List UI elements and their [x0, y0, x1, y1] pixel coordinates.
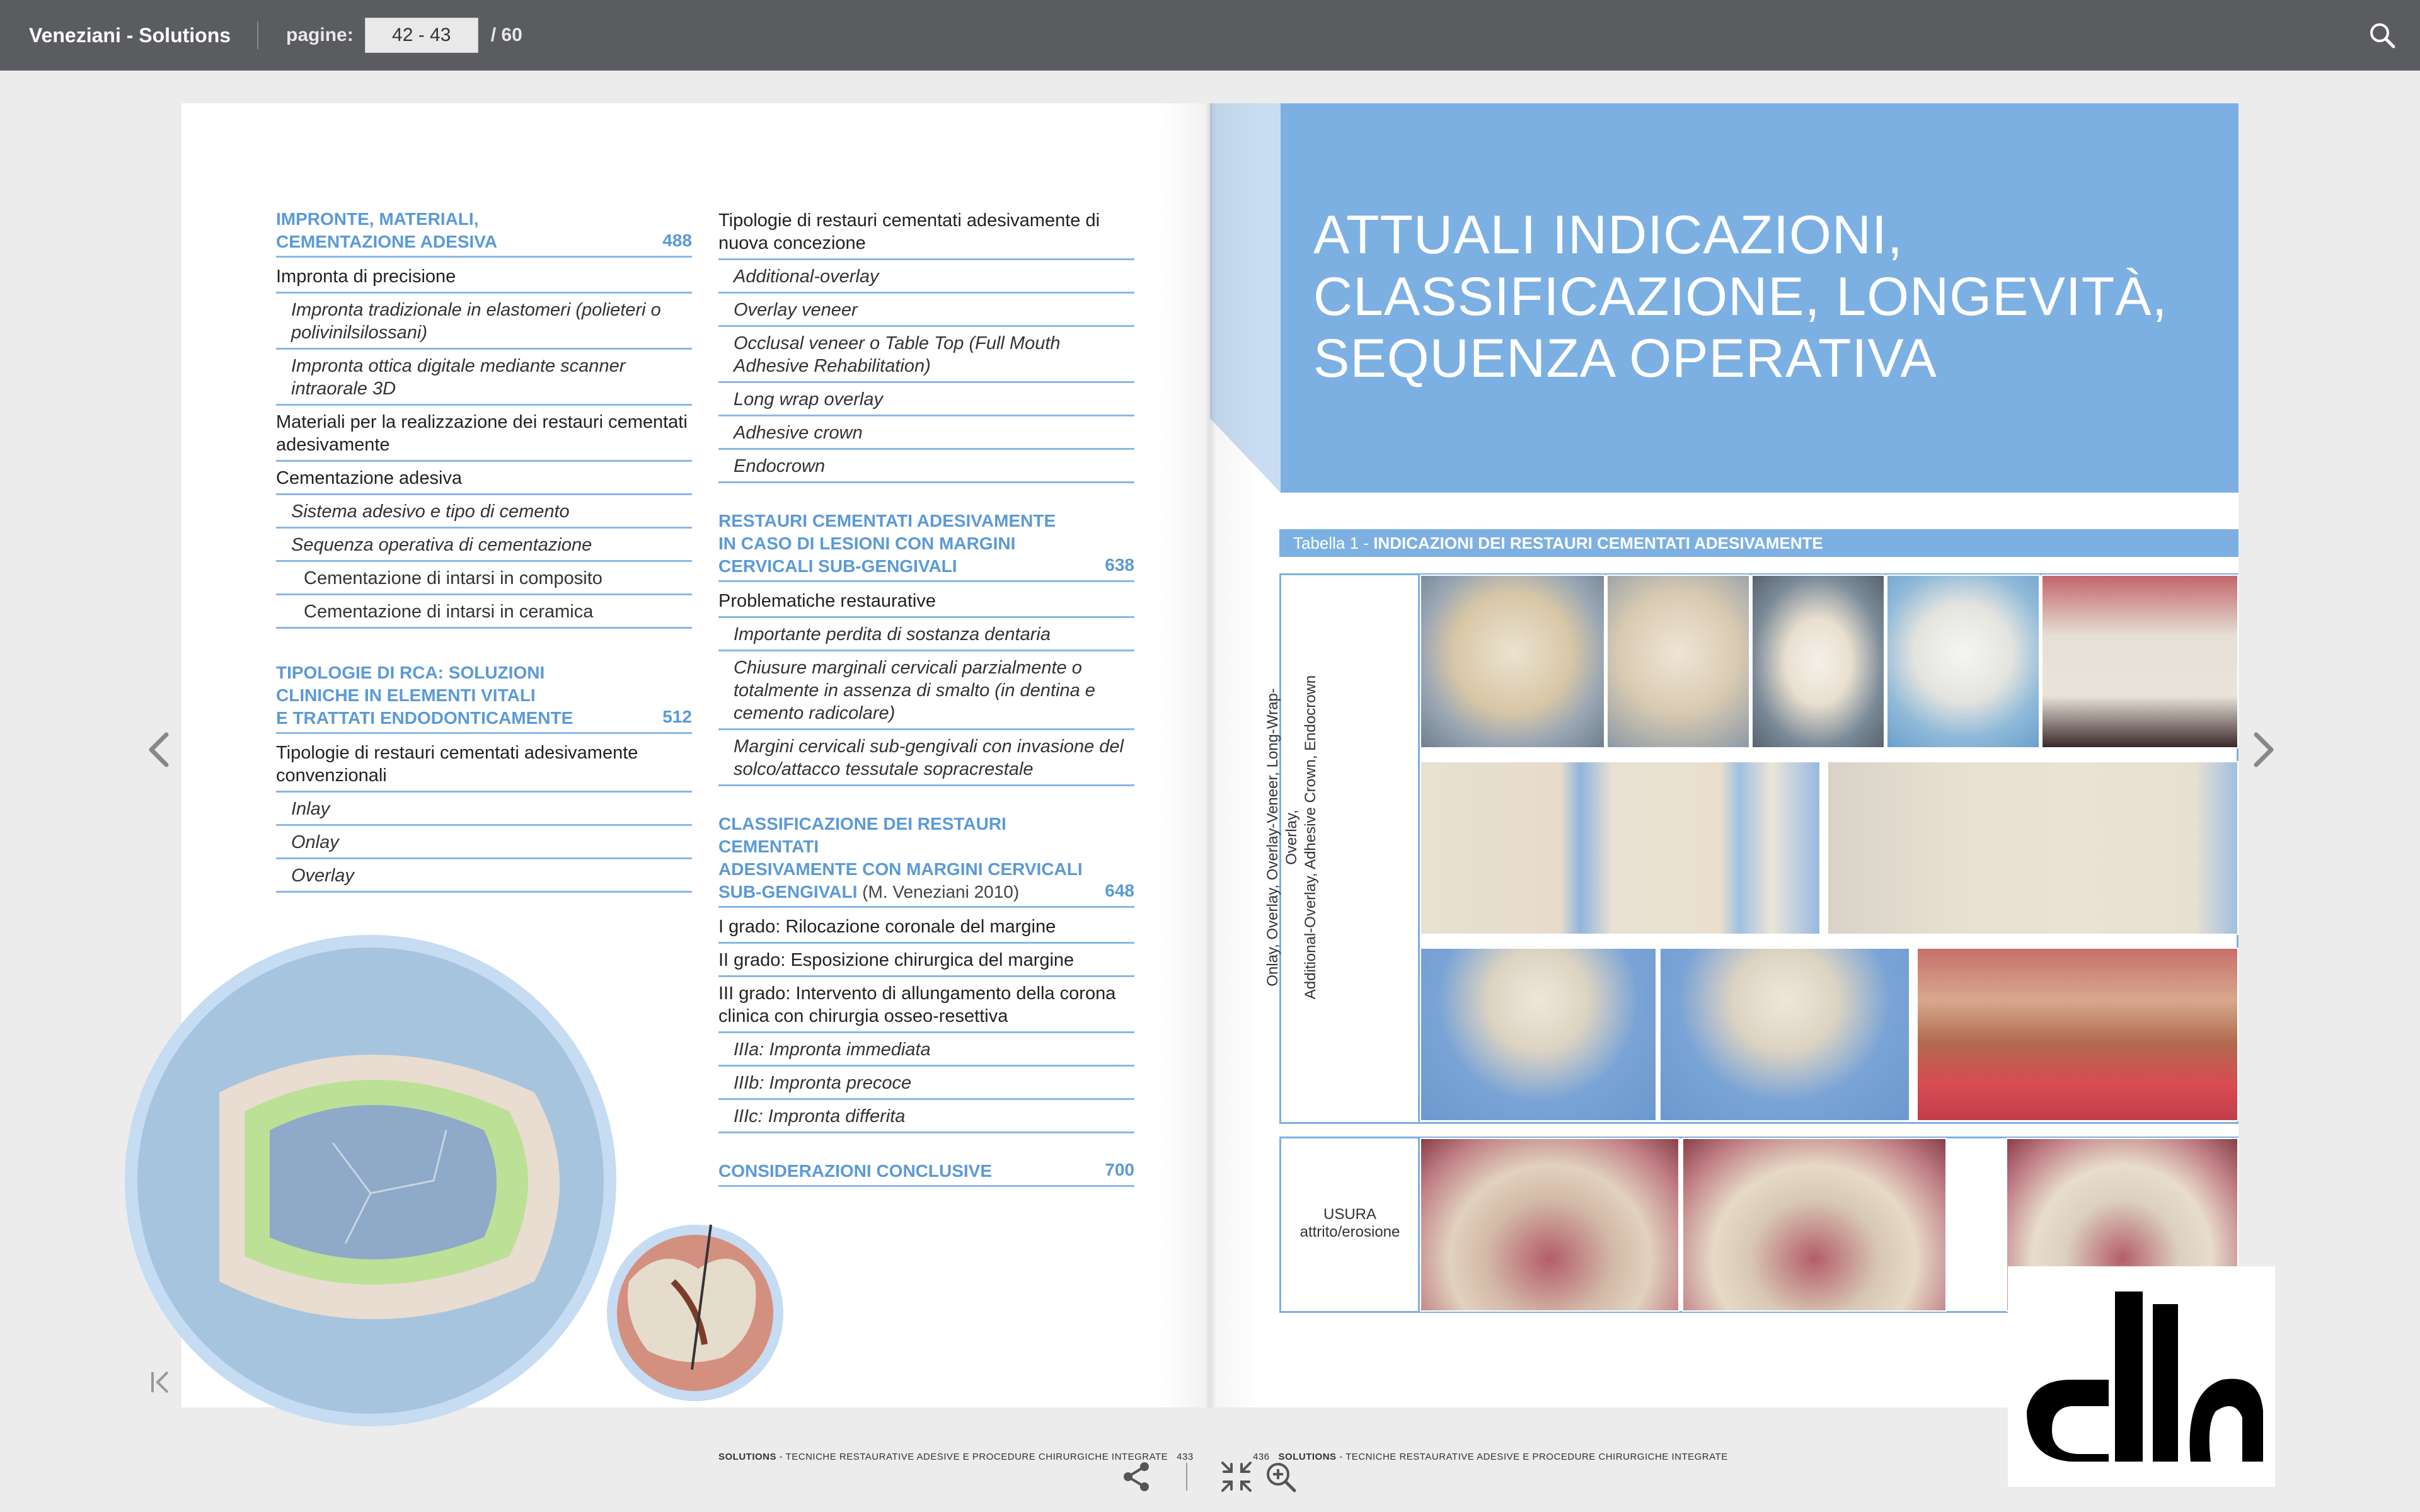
- toc-page-number: 648: [1105, 881, 1134, 900]
- toc-section[interactable]: CONSIDERAZIONI CONCLUSIVE 700: [718, 1160, 1134, 1187]
- page-footer: SOLUTIONS - TECNICHE RESTAURATIVE ADESIVE E PROCEDURE CHIRURGICHE INTEGRATE 433: [718, 1452, 1194, 1462]
- prev-page-arrow-icon[interactable]: [140, 724, 178, 775]
- share-icon[interactable]: [1119, 1459, 1155, 1494]
- row-label-restorations: Onlay, Overlay, Overlay-Veneer, Long-Wrap-Overlay, Additional-Overlay, Adhesive Crown, Endocrown: [1264, 675, 1319, 1000]
- right-page: [1210, 103, 2238, 1462]
- toc-item[interactable]: Materiali per la realizzazione dei restauri cementati adesivamente: [276, 410, 692, 462]
- photo-arch-2: [1659, 948, 1910, 1121]
- page-number-input[interactable]: [365, 18, 478, 53]
- toc-item[interactable]: IIIa: Impronta immediata: [718, 1037, 1134, 1067]
- toc-item[interactable]: Endocrown: [718, 454, 1134, 483]
- bottom-toolbar: [0, 1449, 2420, 1512]
- toc-item[interactable]: II grado: Esposizione chirurgica del margine: [718, 948, 1134, 977]
- toc-column-1: [276, 208, 692, 896]
- toc-item[interactable]: Tipologie di restauri cementati adesivamente convenzionali: [276, 740, 692, 793]
- photo-anterior: [2041, 575, 2238, 748]
- toolbar-divider: [257, 21, 258, 49]
- toc-item[interactable]: Inlay: [276, 796, 692, 826]
- photo-quadrant-1: [1420, 761, 1821, 935]
- toc-item[interactable]: Impronta di precisione: [276, 264, 692, 294]
- page-total: / 60: [490, 25, 522, 45]
- toc-item[interactable]: Cementazione adesiva: [276, 466, 692, 495]
- photo-onlay-1: [1420, 575, 1605, 748]
- page-footer: 436 SOLUTIONS - TECNICHE RESTAURATIVE ADESIVE E PROCEDURE CHIRURGICHE INTEGRATE: [1253, 1452, 1728, 1462]
- toc-item[interactable]: Importante perdita di sostanza dentaria: [718, 622, 1134, 651]
- search-icon[interactable]: [2368, 21, 2396, 49]
- toc-item[interactable]: Long wrap overlay: [718, 387, 1134, 416]
- toc-item[interactable]: Cementazione di intarsi in ceramica: [276, 599, 692, 629]
- toc-item[interactable]: Onlay: [276, 830, 692, 859]
- first-page-icon[interactable]: [147, 1368, 173, 1396]
- next-page-arrow-icon[interactable]: [2245, 724, 2283, 775]
- photo-arch-1: [1420, 948, 1657, 1121]
- toc-item[interactable]: Tipologie di restauri cementati adesivamente di nuova concezione: [718, 208, 1134, 260]
- photo-quadrant-2: [1827, 761, 2238, 935]
- toc-item[interactable]: Adhesive crown: [718, 420, 1134, 450]
- toc-item[interactable]: Impronta ottica digitale mediante scanner intraorale 3D: [276, 353, 692, 406]
- photo-crown: [1886, 575, 2040, 748]
- toolbar: [0, 0, 2420, 71]
- left-page: [182, 103, 1210, 1462]
- toc-item[interactable]: IIIb: Impronta precoce: [718, 1070, 1134, 1100]
- toc-item[interactable]: Sequenza operativa di cementazione: [276, 532, 692, 562]
- toc-item[interactable]: I grado: Rilocazione coronale del margine: [718, 914, 1134, 944]
- toc-item[interactable]: IIIc: Impronta differita: [718, 1104, 1134, 1133]
- toc-item[interactable]: Problematiche restaurative: [718, 588, 1134, 618]
- banner-corner: [1210, 103, 1281, 493]
- photo-wear-2: [1682, 1138, 1947, 1312]
- toc-item[interactable]: Impronta tradizionale in elastomeri (polieteri o polivinilsilossani): [276, 297, 692, 350]
- toc-page-number: 512: [662, 707, 692, 726]
- toc-page-number: 700: [1105, 1160, 1134, 1179]
- toc-item[interactable]: Occlusal veneer o Table Top (Full Mouth Adhesive Rehabilitation): [718, 331, 1134, 383]
- row-label-wear: USURA attrito/erosione: [1299, 1206, 1400, 1240]
- chapter-banner: [1281, 103, 2238, 493]
- photo-onlay-2: [1606, 575, 1750, 748]
- toc-item[interactable]: Margini cervicali sub-gengivali con invasione del solco/attacco tessutale sopracrestale: [718, 734, 1134, 786]
- table-header: Tabella 1 - INDICAZIONI DEI RESTAURI CEMENTATI ADESIVAMENTE: [1279, 529, 2238, 557]
- toc-section[interactable]: TIPOLOGIE DI RCA: SOLUZIONI CLINICHE IN ELEMENTI VITALI E TRATTATI ENDODONTICAMENTE 512: [276, 662, 692, 734]
- toc-item[interactable]: Overlay: [276, 863, 692, 893]
- app-title: Veneziani - Solutions: [29, 23, 231, 47]
- toc-item[interactable]: Chiusure marginali cervicali parzialmente o totalmente in assenza di smalto (in dentina e cemento radicolare): [718, 655, 1134, 730]
- pages-label: pagine:: [286, 25, 354, 45]
- photo-overlay-veneer: [1751, 575, 1885, 748]
- exit-fullscreen-icon[interactable]: [1219, 1459, 1254, 1494]
- toc-item[interactable]: III grado: Intervento di allungamento della corona clinica con chirurgia osseo-resettiva: [718, 981, 1134, 1033]
- chapter-title: ATTUALI INDICAZIONI, CLASSIFICAZIONE, LONGEVITÀ, SEQUENZA OPERATIVA: [1313, 205, 2168, 389]
- toc-section[interactable]: CLASSIFICAZIONE DEI RESTAURI CEMENTATI ADESIVAMENTE CON MARGINI CERVICALI SUB-GENGIVALI (M. Veneziani 2010) 648: [718, 813, 1134, 908]
- toc-section[interactable]: RESTAURI CEMENTATI ADESIVAMENTE IN CASO DI LESIONI CON MARGINI CERVICALI SUB-GENGIVALI 638: [718, 510, 1134, 582]
- toc-section[interactable]: IMPRONTE, MATERIALI, CEMENTAZIONE ADESIVA 488: [276, 208, 692, 258]
- toc-page-number: 488: [662, 231, 692, 250]
- photo-surgical: [1916, 948, 2238, 1121]
- toc-item[interactable]: Additional-overlay: [718, 264, 1134, 294]
- zoom-in-icon[interactable]: [1263, 1459, 1298, 1494]
- toc-item[interactable]: Sistema adesivo e tipo di cemento: [276, 499, 692, 529]
- toc-page-number: 638: [1105, 555, 1134, 575]
- photo-wear-1: [1420, 1138, 1680, 1312]
- toc-item[interactable]: Overlay veneer: [718, 297, 1134, 327]
- tooth-illustration: [182, 929, 850, 1407]
- bottom-toolbar-divider: [1186, 1463, 1187, 1491]
- toc-item[interactable]: Cementazione di intarsi in composito: [276, 566, 692, 595]
